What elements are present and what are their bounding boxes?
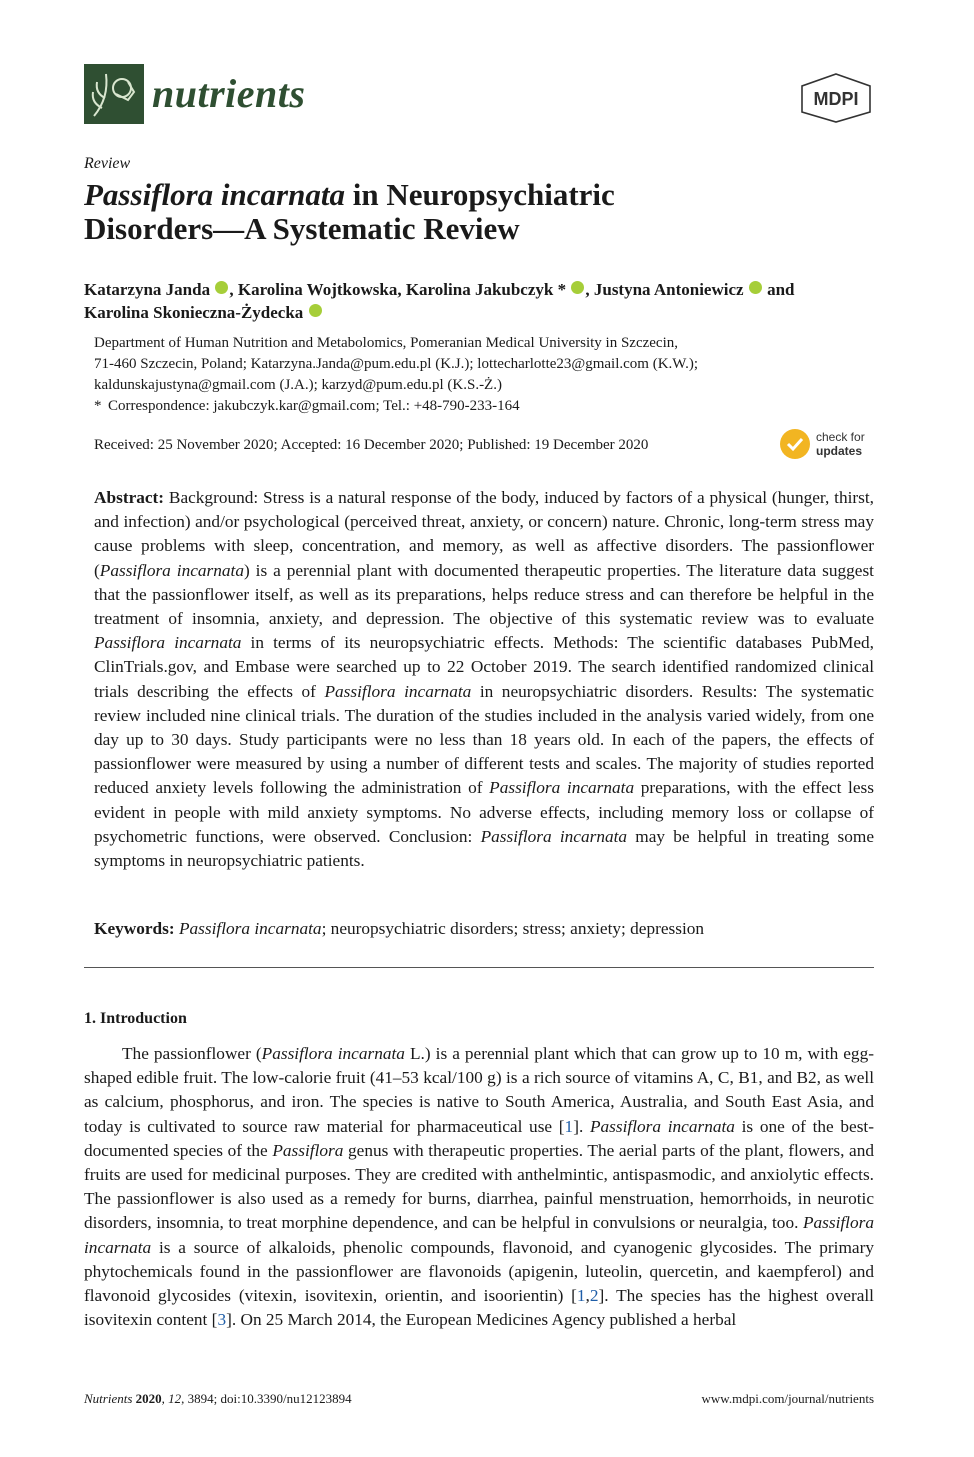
correspondence xyxy=(94,396,874,417)
citation-link[interactable]: 1 xyxy=(564,1116,574,1136)
abstract-species: Passiflora incarnata xyxy=(480,826,628,846)
orcid-icon[interactable] xyxy=(749,281,762,294)
keyword-species: Passiflora incarnata xyxy=(178,919,322,938)
check-updates-line2: updates xyxy=(816,444,863,458)
footer-volume: , 12 xyxy=(161,1391,182,1406)
body-species: Passiflora incarnata xyxy=(84,1213,874,1257)
section-divider xyxy=(84,967,874,968)
article-type: Review xyxy=(84,155,131,172)
body-text: genus with therapeutic properties. The aerial parts of the plant, flowers, and fruits are used for medicinal purposes. They are credited with anthelmintic, antispasmodic, and anxiolytic effects. The passionflower is also used as a remedy for burns, diarrhea, painful menstruation, hemorrhoids, in neurotic disorders, insomnia, to treat morphine dependence, and can be helpful in convulsions or neuralgia, too. xyxy=(84,1140,875,1233)
section-heading: 1. Introduction xyxy=(84,1010,187,1027)
body-species: Passiflora incarnata xyxy=(261,1044,405,1063)
body-genus: Passiflora xyxy=(272,1140,344,1160)
check-updates-label xyxy=(816,430,865,458)
author-name[interactable]: , Karolina Wojtkowska, Karolina Jakubczyk * xyxy=(229,280,567,299)
affiliation-line: 71-460 Szczecin, Poland; Katarzyna.Janda@pum.edu.pl (K.J.); lottecharlotte23@gmail.com (K.W.); xyxy=(94,356,698,372)
publisher-name: MDPI xyxy=(813,89,859,109)
body-text: L.) is a perennial plant which that can grow up to 10 m, with egg-shaped edible fruit. The low-calorie fruit (41–53 kcal/100 g) is a rich source of vitamins A, C, B1, and B2, as well as calcium, phosphorus, and iron. The species is native to South America, Australia, and South East Asia, and today is cultivated to source raw material for pharmaceutical use [ xyxy=(84,1044,874,1136)
citation-link[interactable]: 2 xyxy=(589,1286,599,1306)
article-title xyxy=(84,178,874,246)
title-line-2: Disorders—A Systematic Review xyxy=(84,211,520,246)
body-text: is a source of alkaloids, phenolic compounds, flavonoid, and cyanogenic glycosides. The primary phytochemicals found in the passionflower are flavonoids (apigenin, luteolin, quercetin, and kaempferol) and flavonoid glycosides (vitexin, isovitexin, orientin, and isoorientin) [ xyxy=(84,1237,874,1306)
correspondence-star: * xyxy=(94,398,102,414)
affiliation-block xyxy=(94,333,874,417)
abstract-text: ) is a perennial plant with documented therapeutic properties. The literature data suggest that the passionflower itself, as well as its preparations, helps reduce stress and can therefore be helpful in the treatment of insomnia, anxiety, and depression. The objective of this systematic review was to evaluate xyxy=(94,560,874,629)
footer-citation xyxy=(84,1391,352,1407)
correspondence-text: Correspondence: jakubczyk.kar@gmail.com; Tel.: +48-790-233-164 xyxy=(108,398,520,414)
title-rest: in Neuropsychiatric xyxy=(344,177,615,212)
keywords-label: Keywords: xyxy=(94,919,175,938)
author-name[interactable]: , Justyna Antoniewicz xyxy=(585,280,744,299)
abstract-text: in terms of its neuropsychiatric effects. Methods: The scientific databases PubMed, ClinTrials.gov, and Embase were searched up to 22 October 2019. The search identified randomized clinical trials describing the effects of xyxy=(94,633,874,701)
orcid-icon[interactable] xyxy=(215,281,228,294)
author-name[interactable]: Karolina Skonieczna-Żydecka xyxy=(84,303,304,322)
abstract-text: may be helpful in treating some symptoms in neuropsychiatric patients. xyxy=(94,826,874,871)
body-text: ]. On 25 March 2014, the European Medicines Agency published a herbal xyxy=(226,1310,737,1330)
keywords xyxy=(94,917,874,941)
citation-link[interactable]: 1 xyxy=(576,1286,586,1306)
citation-link[interactable]: 3 xyxy=(217,1310,227,1330)
journal-name: nutrients xyxy=(152,71,306,116)
check-icon xyxy=(780,429,810,459)
page-header xyxy=(84,64,874,126)
abstract-species: Passiflora incarnata xyxy=(489,778,635,798)
body-text: ]. The species has the highest overall isovitexin content [ xyxy=(84,1286,874,1330)
keywords-text: ; neuropsychiatric disorders; stress; anxiety; depression xyxy=(321,919,705,938)
abstract-species: Passiflora incarnata xyxy=(324,681,472,701)
orcid-icon[interactable] xyxy=(309,304,322,317)
body-text: The passionflower ( xyxy=(122,1044,262,1063)
body-species: Passiflora incarnata xyxy=(589,1116,735,1136)
publication-dates: Received: 25 November 2020; Accepted: 16 December 2020; Published: 19 December 2020 xyxy=(94,437,649,453)
abstract-species: Passiflora incarnata xyxy=(99,560,244,580)
abstract-text: preparations, with the effect less evident in people with mild anxiety symptoms. No adverse effects, including memory loss or collapse of psychometric functions, were observed. Conclusion: xyxy=(94,778,874,846)
affiliation-line: Department of Human Nutrition and Metabolomics, Pomeranian Medical University in Szczecin, xyxy=(94,335,679,351)
check-updates-line1: check for xyxy=(816,430,865,444)
abstract-text: in neuropsychiatric disorders. Results: The systematic review included nine clinical trials. The duration of the studies included in the analysis varied widely, from one day up to 30 days. Study participants were no less than 18 years old. In each of the papers, the effects of passionflower were measured by using a number of different tests and scales. The majority of studies reported reduced anxiety levels following the administration of xyxy=(94,681,874,798)
author-name[interactable]: Katarzyna Janda xyxy=(84,280,211,299)
affiliation-line: kaldunskajustyna@gmail.com (J.A.); karzyd@pum.edu.pl (K.S.-Ż.) xyxy=(94,377,502,393)
body-text: is one of the best-documented species of the xyxy=(84,1116,874,1160)
abstract-label: Abstract: xyxy=(94,488,165,507)
orcid-icon[interactable] xyxy=(571,281,584,294)
mdpi-logo-icon[interactable] xyxy=(798,72,874,124)
footer-url[interactable]: www.mdpi.com/journal/nutrients xyxy=(701,1391,874,1406)
title-species: Passiflora incarnata xyxy=(84,177,345,212)
introduction-paragraph xyxy=(84,1042,874,1332)
abstract-species: Passiflora incarnata xyxy=(94,633,242,653)
body-text: , xyxy=(585,1286,590,1306)
author-list xyxy=(84,278,884,324)
footer-doi: , 3894; doi:10.3390/nu12123894 xyxy=(181,1391,352,1406)
body-text: ]. xyxy=(573,1116,590,1136)
footer-journal: Nutrients xyxy=(84,1391,133,1406)
author-and: and xyxy=(762,280,795,299)
check-for-updates-button[interactable] xyxy=(780,428,880,462)
abstract-text: Background: Stress is a natural response of the body, induced by factors of a physical (hunger, thirst, and infection) and/or psychological (perceived threat, anxiety, or concern) nature. Chronic, long-term stress may cause problems with sleep, concentration, and memory, as well as affective disorders. The passionflower ( xyxy=(94,488,874,580)
abstract xyxy=(94,486,874,873)
journal-logo-icon xyxy=(84,64,144,124)
footer-year: 2020 xyxy=(132,1391,162,1406)
